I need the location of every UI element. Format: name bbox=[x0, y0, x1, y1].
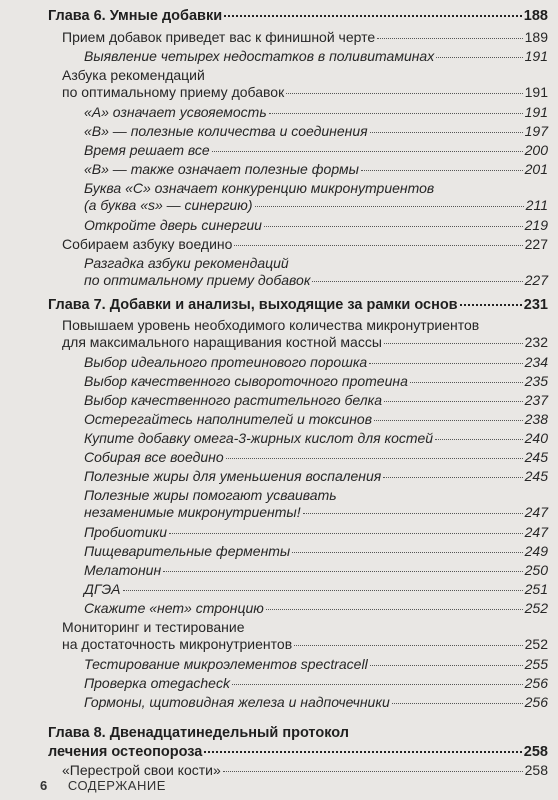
toc-entry-leader-line bbox=[84, 123, 548, 140]
toc-entry-title-line: Разгадка азбуки рекомендаций bbox=[84, 255, 289, 271]
dot-leader bbox=[410, 382, 523, 383]
dot-leader bbox=[392, 703, 523, 704]
toc-entry-title: лечения остеопороза bbox=[48, 744, 203, 760]
toc-entry-title: «A» означает усвояемость bbox=[84, 104, 267, 120]
toc-page-number: 227 bbox=[524, 272, 548, 288]
toc-entry bbox=[84, 581, 548, 598]
dot-leader bbox=[370, 665, 523, 666]
toc-entry-leader-line bbox=[84, 272, 548, 289]
toc-entry bbox=[84, 142, 548, 159]
toc-entry-title: Проверка omegacheck bbox=[84, 675, 230, 691]
toc-entry bbox=[84, 524, 548, 541]
dot-leader bbox=[384, 343, 523, 344]
toc-page-number: 251 bbox=[524, 581, 548, 597]
toc-entry-title: Собираем азбуку воедино bbox=[62, 236, 233, 252]
toc-entry-leader-line bbox=[84, 392, 548, 409]
footer-label: СОДЕРЖАНИЕ bbox=[67, 778, 166, 793]
toc-entry-title: Скажите «нет» стронцию bbox=[84, 600, 264, 616]
toc-entry-leader-line bbox=[48, 743, 548, 762]
toc-entry-leader-line bbox=[84, 373, 548, 390]
toc-entry-title: Мелатонин bbox=[84, 562, 162, 578]
dot-leader bbox=[163, 571, 522, 572]
dot-leader bbox=[169, 533, 523, 534]
toc-page-number: 197 bbox=[524, 123, 548, 139]
dot-leader bbox=[234, 245, 522, 246]
toc-entry bbox=[62, 29, 548, 46]
toc-entry bbox=[84, 180, 548, 214]
toc-entry-leader-line bbox=[62, 84, 548, 101]
toc-page-number: 255 bbox=[524, 656, 548, 672]
toc-entry bbox=[84, 449, 548, 466]
toc-entry bbox=[62, 67, 548, 101]
dot-leader bbox=[212, 151, 523, 152]
toc-entry-leader-line bbox=[62, 636, 548, 653]
toc-page-number: 247 bbox=[524, 524, 548, 540]
toc-entry-title: «Перестрой свои кости» bbox=[62, 762, 221, 778]
toc-entry bbox=[84, 675, 548, 692]
toc-entry-leader-line bbox=[84, 656, 548, 673]
toc-page-number: 235 bbox=[524, 373, 548, 389]
toc-page-number: 188 bbox=[523, 8, 548, 24]
toc-entry bbox=[84, 694, 548, 711]
toc-entry-leader-line bbox=[84, 48, 548, 65]
toc-entry-title: Остерегайтесь наполнителей и токсинов bbox=[84, 411, 373, 427]
toc-entry-title: Глава 6. Умные добавки bbox=[48, 8, 223, 24]
toc-entry bbox=[62, 762, 548, 779]
toc-entry-title: Полезные жиры для уменьшения воспаления bbox=[84, 468, 382, 484]
toc-page-number: 256 bbox=[524, 694, 548, 710]
toc-page-number: 258 bbox=[523, 744, 548, 760]
toc-entry-title-line: Глава 8. Двенадцатинедельный протокол bbox=[48, 725, 349, 741]
toc-entry bbox=[84, 411, 548, 428]
toc-page-number: 256 bbox=[524, 675, 548, 691]
toc-entry-title: Прием добавок приведет вас к финишной черте bbox=[62, 29, 376, 45]
toc-page-number: 200 bbox=[524, 142, 548, 158]
toc-entry bbox=[84, 161, 548, 178]
dot-leader bbox=[377, 38, 522, 39]
dot-leader bbox=[232, 684, 523, 685]
toc-page-number: 240 bbox=[524, 430, 548, 446]
toc-entry-title: Пробиотики bbox=[84, 524, 168, 540]
toc-entry-leader-line bbox=[48, 296, 548, 315]
dot-leader bbox=[312, 281, 522, 282]
toc-page-number: 234 bbox=[524, 354, 548, 370]
toc-entry-title-line: Повышаем уровень необходимого количества микронутриентов bbox=[62, 317, 480, 333]
dot-leader bbox=[294, 645, 523, 646]
dot-leader bbox=[255, 206, 524, 207]
dot-leader bbox=[223, 771, 523, 772]
dot-leader bbox=[361, 170, 523, 171]
dot-leader bbox=[204, 751, 521, 753]
toc-entry-leader-line bbox=[84, 197, 548, 214]
toc-entry-leader-line bbox=[84, 411, 548, 428]
toc-entry-leader-line bbox=[84, 217, 548, 234]
toc-entry bbox=[84, 562, 548, 579]
dot-leader bbox=[224, 15, 522, 17]
toc-entry bbox=[62, 619, 548, 653]
toc-entry-leader-line bbox=[84, 543, 548, 560]
toc-entry-title-line: Полезные жиры помогают усваивать bbox=[84, 487, 337, 503]
toc-entry-title: Купите добавку омега-3-жирных кислот для костей bbox=[84, 430, 434, 446]
toc-entry-title: Глава 7. Добавки и анализы, выходящие за рамки основ bbox=[48, 297, 458, 313]
toc-entry-leader-line bbox=[62, 236, 548, 253]
toc-entry bbox=[62, 317, 548, 351]
toc-entry-title-line: Азбука рекомендаций bbox=[62, 67, 205, 83]
toc-entry-leader-line bbox=[84, 504, 548, 521]
toc-entry-title: Пищеварительные ферменты bbox=[84, 543, 291, 559]
toc-page-number: 211 bbox=[525, 197, 548, 213]
dot-leader bbox=[383, 477, 522, 478]
toc-entry-title: Время решает все bbox=[84, 142, 210, 158]
toc-entry bbox=[84, 392, 548, 409]
toc-entry bbox=[62, 236, 548, 253]
toc-entry-title: Откройте дверь синергии bbox=[84, 217, 262, 233]
toc-page-number: 237 bbox=[524, 392, 548, 408]
toc-entry-leader-line bbox=[84, 430, 548, 447]
toc-chapter-entry bbox=[48, 724, 548, 762]
dot-leader bbox=[264, 226, 523, 227]
toc-entry bbox=[84, 255, 548, 289]
toc-entry bbox=[84, 656, 548, 673]
toc-entry bbox=[84, 123, 548, 140]
toc-page-number: 245 bbox=[524, 468, 548, 484]
toc-entry-title: «B» — полезные количества и соединения bbox=[84, 123, 368, 139]
toc-entry-title: незаменимые микронутриенты! bbox=[84, 504, 301, 520]
toc-chapter-entry bbox=[48, 7, 548, 26]
toc-entry bbox=[84, 487, 548, 521]
toc-entry-leader-line bbox=[84, 142, 548, 159]
toc-entry-leader-line bbox=[84, 468, 548, 485]
toc-entry-title: для максимального наращивания костной массы bbox=[62, 334, 382, 350]
toc-entry-title: по оптимальному приему добавок bbox=[62, 84, 285, 100]
toc-entry-leader-line bbox=[84, 581, 548, 598]
toc-entry-title-line: Буква «C» означает конкуренцию микронутриентов bbox=[84, 180, 435, 196]
toc-entry-leader-line bbox=[84, 104, 548, 121]
toc-page-number: 258 bbox=[524, 762, 548, 778]
dot-leader bbox=[460, 304, 522, 306]
toc-entry-title: «B» — также означает полезные формы bbox=[84, 161, 359, 177]
dot-leader bbox=[370, 132, 523, 133]
toc-entry bbox=[84, 543, 548, 560]
toc-entry-title: на достаточность микронутриентов bbox=[62, 636, 293, 652]
toc-entry-leader-line bbox=[84, 354, 548, 371]
toc-entry-title: Выбор идеального протеинового порошка bbox=[84, 354, 368, 370]
dot-leader bbox=[266, 609, 523, 610]
page-footer bbox=[40, 778, 166, 793]
toc-page-number: 245 bbox=[524, 449, 548, 465]
toc-page-number: 201 bbox=[524, 161, 548, 177]
toc-entry-leader-line bbox=[84, 675, 548, 692]
toc-entry-leader-line bbox=[84, 600, 548, 617]
footer-page-number: 6 bbox=[40, 778, 48, 793]
dot-leader bbox=[369, 363, 522, 364]
toc-page-number: 191 bbox=[524, 48, 548, 64]
toc-entry-title: Выявление четырех недостатков в поливитаминах bbox=[84, 48, 435, 64]
toc-page-number: 189 bbox=[524, 29, 548, 45]
toc-page-number: 252 bbox=[524, 636, 548, 652]
toc-entry-leader-line bbox=[62, 29, 548, 46]
toc-entry-leader-line bbox=[62, 762, 548, 779]
dot-leader bbox=[286, 93, 522, 94]
toc-page-number: 227 bbox=[524, 236, 548, 252]
toc-page-number: 250 bbox=[524, 562, 548, 578]
toc-entry-leader-line bbox=[62, 334, 548, 351]
toc-entry-leader-line bbox=[84, 694, 548, 711]
dot-leader bbox=[226, 458, 523, 459]
toc-page-number: 252 bbox=[524, 600, 548, 616]
dot-leader bbox=[436, 57, 522, 58]
toc-entry-title: Выбор качественного растительного белка bbox=[84, 392, 383, 408]
toc-page-number: 191 bbox=[524, 84, 548, 100]
toc-entry-leader-line bbox=[48, 7, 548, 26]
dot-leader bbox=[303, 513, 523, 514]
toc-entry-leader-line bbox=[84, 161, 548, 178]
dot-leader bbox=[292, 552, 522, 553]
toc-entry-title: ДГЭА bbox=[84, 581, 121, 597]
toc-entry bbox=[84, 373, 548, 390]
toc-page-number: 232 bbox=[524, 334, 548, 350]
toc-entry-title: Выбор качественного сывороточного протеина bbox=[84, 373, 408, 389]
toc-entry bbox=[84, 354, 548, 371]
dot-leader bbox=[123, 590, 523, 591]
toc-entry-leader-line bbox=[84, 449, 548, 466]
toc-entry bbox=[84, 104, 548, 121]
toc-entry-title: (а буква «s» — синергию) bbox=[84, 197, 253, 213]
dot-leader bbox=[384, 401, 523, 402]
toc-entry bbox=[84, 217, 548, 234]
dot-leader bbox=[374, 420, 523, 421]
toc-entry-leader-line bbox=[84, 562, 548, 579]
toc-page-number: 249 bbox=[524, 543, 548, 559]
toc-entry-title: по оптимальному приему добавок bbox=[84, 272, 311, 288]
toc-page-number: 247 bbox=[524, 504, 548, 520]
dot-leader bbox=[269, 113, 523, 114]
toc-entry-title: Гормоны, щитовидная железа и надпочечники bbox=[84, 694, 390, 710]
dot-leader bbox=[435, 439, 523, 440]
toc-page-number: 219 bbox=[524, 217, 548, 233]
toc-entry bbox=[84, 48, 548, 65]
toc-page-number: 191 bbox=[524, 104, 548, 120]
toc-entry bbox=[84, 600, 548, 617]
toc-entry bbox=[84, 468, 548, 485]
toc-entry-title: Собирая все воедино bbox=[84, 449, 224, 465]
toc-entry-leader-line bbox=[84, 524, 548, 541]
toc-entry-title-line: Мониторинг и тестирование bbox=[62, 619, 245, 635]
toc-page-number: 231 bbox=[523, 297, 548, 313]
toc-entry bbox=[84, 430, 548, 447]
toc-chapter-entry bbox=[48, 296, 548, 315]
toc-entry-title: Тестирование микроэлементов spectracell bbox=[84, 656, 368, 672]
toc-page-number: 238 bbox=[524, 411, 548, 427]
